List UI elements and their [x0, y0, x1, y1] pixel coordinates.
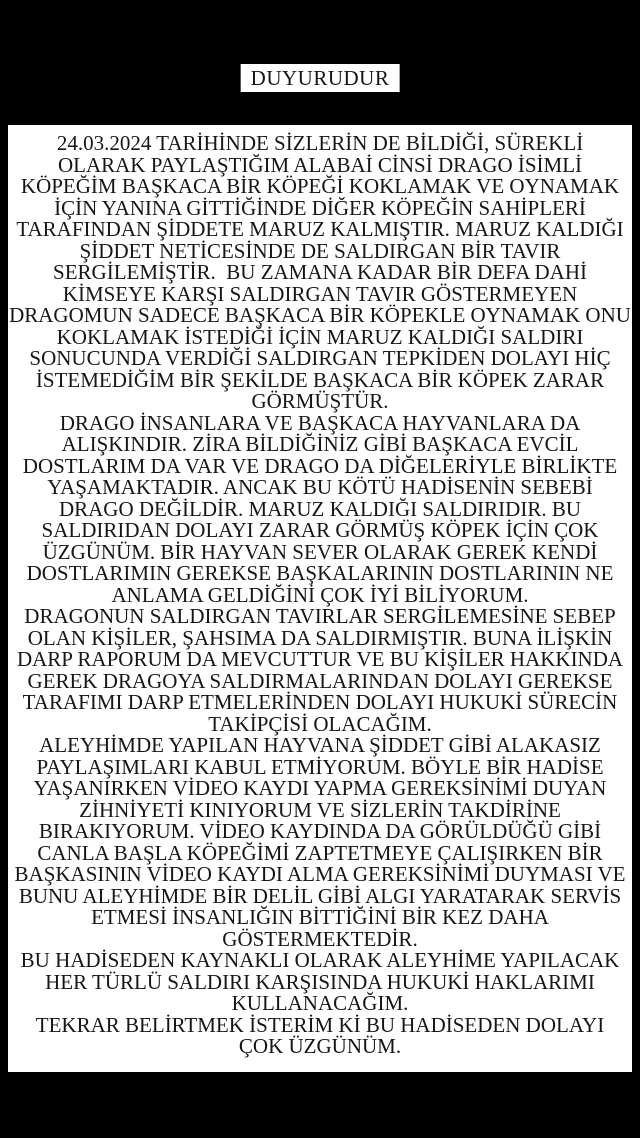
announcement-line: BU HADİSEDEN KAYNAKLI OLARAK ALEYHİME YAPILACAK — [20, 948, 620, 972]
announcement-line: DOSTLARIM DA VAR VE DRAGO DA DİĞELERİYLE BİRLİKTE — [22, 453, 618, 478]
announcement-line: KULLANACAĞIM. — [231, 991, 409, 1015]
announcement-line: DRAGONUN SALDIRGAN TAVIRLAR SERGİLEMESİNE SEBEP — [24, 604, 616, 628]
announcement-line: TARAFINDAN ŞİDDETE MARUZ KALMIŞTIR. MARUZ KALDIĞI — [16, 217, 624, 241]
announcement-line: 24.03.2024 TARİHİNDE SİZLERİN DE BİLDİĞİ, SÜREKLİ — [56, 131, 584, 155]
announcement-line: KOKLAMAK İSTEDİĞİ İÇİN MARUZ KALDIĞI SALDIRI — [56, 324, 584, 349]
announcement-text — [8, 133, 632, 1058]
announcement-line: ÇOK ÜZGÜNÜM. — [238, 1034, 402, 1058]
announcement-line: SALDIRIDAN DOLAYI ZARAR GÖRMÜŞ KÖPEK İÇİN ÇOK — [41, 518, 599, 542]
announcement-line: GÖRMÜŞTÜR. — [251, 389, 389, 413]
announcement-line: SERGİLEMİŞTİR. BU ZAMANA KADAR BİR DEFA DAHİ — [53, 260, 587, 284]
announcement-line: PAYLAŞIMLARI KABUL ETMİYORUM. BÖYLE BİR HADİSE — [36, 754, 604, 779]
announcement-line: YAŞANIRKEN VİDEO KAYDI YAPMA GEREKSİNİMİ DUYAN — [33, 776, 607, 800]
announcement-line: DRAGO DEĞİLDİR. MARUZ KALDIĞI SALDIRIDIR. BU — [58, 496, 582, 521]
announcement-line: BAŞKASININ VİDEO KAYDI ALMA GEREKSİNİMİ DUYMASI VE — [14, 862, 626, 886]
announcement-line: İÇİN YANINA GİTTİĞİNDE DİĞER KÖPEĞİN SAHİPLERİ — [54, 195, 586, 220]
announcement-header-label: DUYURUDUR — [250, 65, 390, 90]
announcement-line: TEKRAR BELİRTMEK İSTERİM Kİ BU HADİSEDEN DOLAYI — [35, 1012, 605, 1037]
announcement-line: ALIŞKINDIR. ZİRA BİLDİĞİNİZ GİBİ BAŞKACA EVCİL — [61, 432, 579, 456]
announcement-line: GÖSTERMEKTEDİR. — [222, 926, 418, 951]
announcement-line: HER TÜRLÜ SALDIRI KARŞISINDA HUKUKİ HAKLARIMI — [45, 969, 595, 994]
announcement-line: YAŞAMAKTADIR. ANCAK BU KÖTÜ HADİSENİN SEBEBİ — [47, 475, 593, 499]
announcement-line: ZİHNİYETİ KINIYORUM VE SİZLERİN TAKDİRİNE — [79, 797, 561, 822]
announcement-line: KÖPEĞİM BAŞKACA BİR KÖPEĞİ KOKLAMAK VE OYNAMAK — [20, 174, 620, 198]
announcement-line: OLAN KİŞİLER, ŞAHSIMA DA SALDIRMIŞTIR. BUNA İLİŞKİN — [27, 625, 613, 650]
announcement-line: DOSTLARIMIN GEREKSE BAŞKALARININ DOSTLARININ NE — [26, 561, 614, 585]
announcement-header-box — [241, 64, 400, 92]
announcement-line: OLARAK PAYLAŞTIĞIM ALABAİ CİNSİ DRAGO İSİMLİ — [57, 152, 583, 177]
announcement-line: KİMSEYE KARŞI SALDIRGAN TAVIR GÖSTERMEYEN — [62, 281, 578, 306]
announcement-line: DRAGOMUN SADECE BAŞKACA BİR KÖPEKLE OYNAMAK ONU — [9, 303, 631, 327]
announcement-body-box — [8, 125, 632, 1072]
announcement-line: DRAGO İNSANLARA VE BAŞKACA HAYVANLARA DA — [59, 410, 581, 435]
announcement-line: ŞİDDET NETİCESİNDE DE SALDIRGAN BİR TAVIR — [79, 238, 561, 263]
announcement-line: GEREK DRAGOYA SALDIRMALARINDAN DOLAYI GEREKSE — [27, 668, 613, 693]
announcement-line: ANLAMA GELDİĞİNİ ÇOK İYİ BİLİYORUM. — [111, 582, 529, 607]
announcement-line: SONUCUNDA VERDİĞİ SALDIRGAN TEPKİDEN DOLAYI HİÇ — [29, 346, 611, 370]
announcement-line: ALEYHİMDE YAPILAN HAYVANA ŞİDDET GİBİ ALAKASIZ — [39, 733, 601, 757]
announcement-line: ÜZGÜNÜM. BİR HAYVAN SEVER OLARAK GEREK KENDİ — [42, 539, 598, 564]
announcement-line: TAKİPÇİSİ OLACAĞIM. — [208, 711, 432, 736]
announcement-line: BIRAKIYORUM. VİDEO KAYDINDA DA GÖRÜLDÜĞÜ GİBİ — [38, 819, 602, 843]
announcement-line: DARP RAPORUM DA MEVCUTTUR VE BU KİŞİLER HAKKINDA — [16, 647, 624, 671]
announcement-line: TARAFIMI DARP ETMELERİNDEN DOLAYI HUKUKİ SÜRECİN — [22, 690, 618, 714]
announcement-line: BUNU ALEYHİMDE BİR DELİL GİBİ ALGI YARATARAK SERVİS — [18, 883, 622, 908]
announcement-line: İSTEMEDİĞİM BİR ŞEKİLDE BAŞKACA BİR KÖPEK ZARAR — [35, 367, 605, 392]
announcement-line: CANLA BAŞLA KÖPEĞİMİ ZAPTETMEYE ÇALIŞIRKEN BİR — [37, 840, 603, 865]
announcement-line: ETMESİ İNSANLIĞIN BİTTİĞİNİ BİR KEZ DAHA — [91, 905, 549, 929]
